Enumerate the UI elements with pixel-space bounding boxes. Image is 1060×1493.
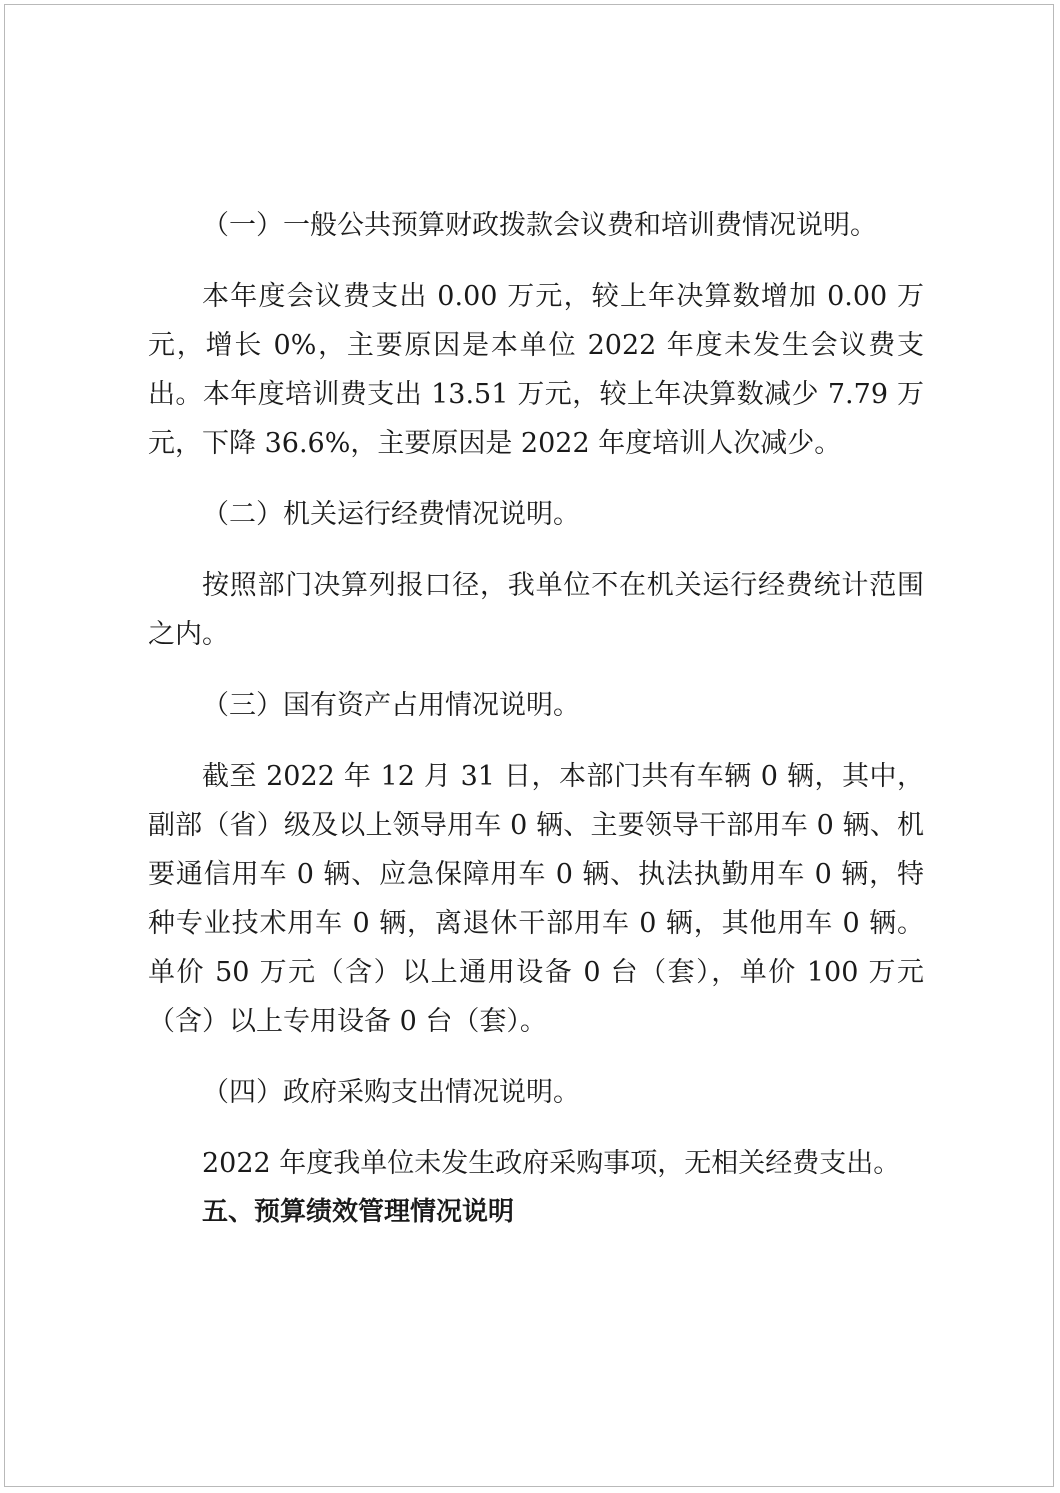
paragraph-meeting-training: 本年度会议费支出 0.00 万元，较上年决算数增加 0.00 万元，增长 0%，主要原因是本单位 2022 年度未发生会议费支出。本年度培训费支出 13.51 万元，较上年决算数减少 7.79 万元，下降 36.6%，主要原因是 2022 年度培训人次减少。 xyxy=(148,281,924,459)
subheading-operating-funds: （二）机关运行经费情况说明。 xyxy=(202,499,580,530)
paragraph-operating-funds: 按照部门决算列报口径，我单位不在机关运行经费统计范围之内。 xyxy=(148,570,924,650)
document-body xyxy=(148,201,924,1237)
subheading-state-assets: （三）国有资产占用情况说明。 xyxy=(202,690,580,721)
subheading-procurement: （四）政府采购支出情况说明。 xyxy=(202,1077,580,1108)
document-page xyxy=(4,4,1054,1487)
heading-performance-management: 五、预算绩效管理情况说明 xyxy=(202,1197,515,1227)
subheading-meeting-training: （一）一般公共预算财政拨款会议费和培训费情况说明。 xyxy=(202,210,877,241)
paragraph-procurement: 2022 年度我单位未发生政府采购事项，无相关经费支出。 xyxy=(202,1148,901,1179)
paragraph-state-assets: 截至 2022 年 12 月 31 日，本部门共有车辆 0 辆，其中，副部（省）级及以上领导用车 0 辆、主要领导干部用车 0 辆、机要通信用车 0 辆、应急保障用车 0 辆、执法执勤用车 0 辆，特种专业技术用车 0 辆，离退休干部用车 0 辆，其他用车 0 辆。单价 50 万元（含）以上通用设备 0 台（套），单价 100 万元（含）以上专用设备 0 台（套）。 xyxy=(148,761,924,1037)
